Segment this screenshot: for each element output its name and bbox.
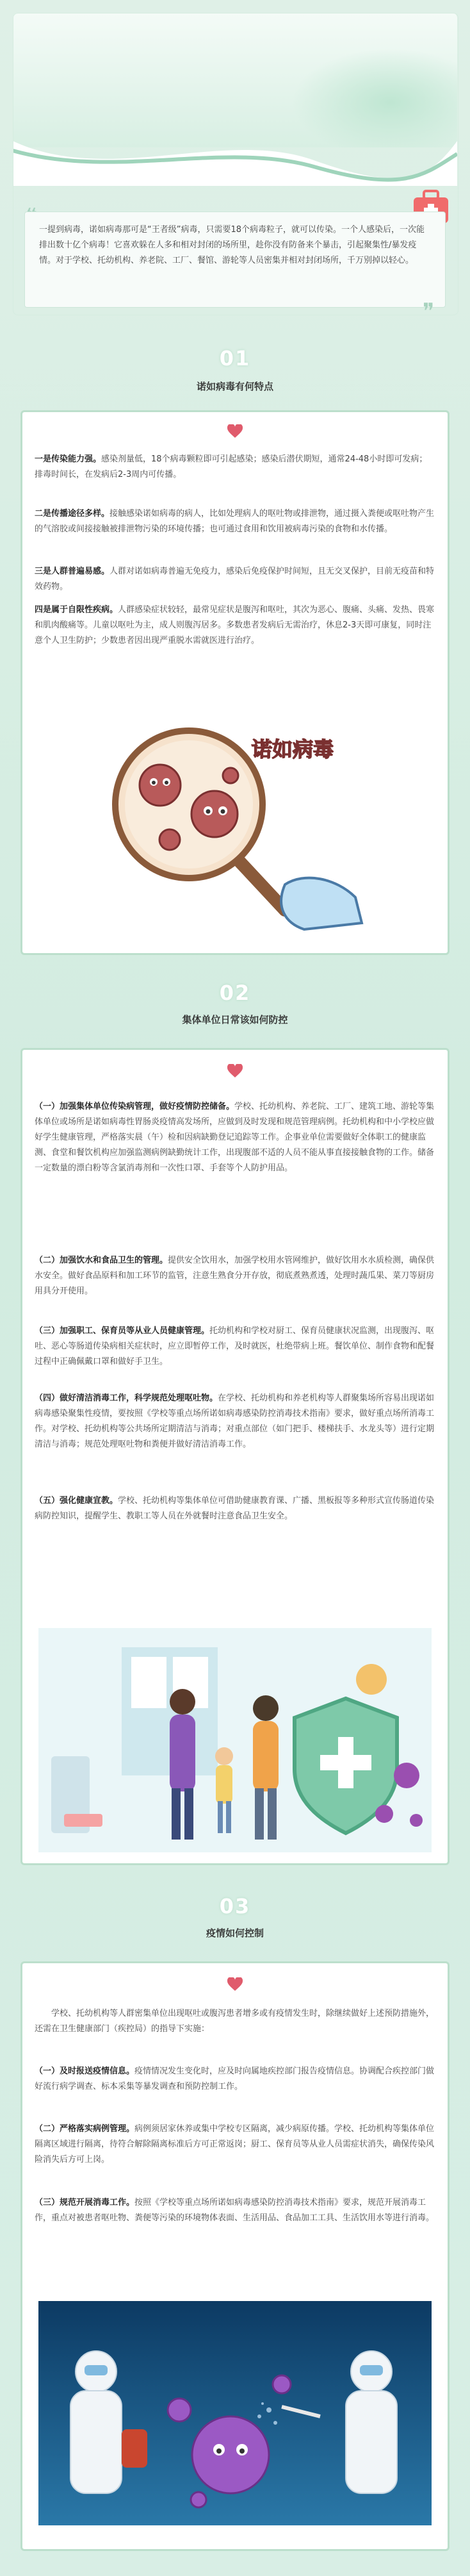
virus-magnifier-illustration: [93, 718, 375, 936]
paragraph-text: 人群对诺如病毒普遍无免疫力，感染后免疫保护时间短，且无交叉保护，目前无疫苗和特效药物。: [35, 567, 435, 592]
paragraph: [35, 1493, 435, 1524]
paragraph: [35, 506, 435, 537]
paragraph: [35, 1324, 435, 1370]
heart-icon: [227, 1977, 243, 1991]
section-number: 03: [219, 1894, 251, 1918]
paragraph-text: 按照《学校等重点场所诺如病毒感染防控消毒技术指南》要求，规范开展消毒工作，重点对被患者呕吐物、粪便等污染的环境物体表面、生活用品、食品加工工具、生活饮用水等进行消毒。: [35, 2198, 435, 2223]
paragraph: [35, 2064, 435, 2095]
intro-text: 一提到病毒，诺如病毒那可是“王者级”病毒，只需要18个病毒粒子，就可以传染。一个人感染后，一次能排出数十亿个病毒！它喜欢躲在人多和相对封闭的场所里，趁你没有防备来个暴击，引起聚集性/暴发疫情。对于学校、托幼机构、养老院、工厂、餐馆、游轮等人员密集并相对封闭场所，千万别掉以轻心。: [39, 225, 425, 265]
paragraph: [35, 602, 435, 649]
paragraph-text: 病例须居家休养或集中学校专区隔离，减少病原传播。学校、托幼机构等集体单位隔离区域进行隔离，待符合解除隔离标准后方可正常返岗；厨工、保育员等从业人员需症状消失，确保传染风险消失后方可上岗。: [35, 2124, 435, 2165]
section-lead: 学校、托幼机构等人群密集单位出现呕吐或腹泻患者增多或有疫情发生时，除继续做好上述预防措施外，还需在卫生健康部门（疾控局）的指导下实施：: [35, 2009, 435, 2034]
paragraph-heading: （二）严格落实病例管理。: [35, 2124, 135, 2134]
paragraph-text: 接触感染诺如病毒的病人，比如处理病人的呕吐物或排泄物，通过摄入粪便或呕吐物产生的气溶胶或间接接触被排泄物污染的环境传播；也可通过食用和饮用被病毒污染的食物和水传播。: [35, 509, 435, 534]
paragraph: [35, 2122, 435, 2168]
paragraph-heading: （三）规范开展消毒工作。: [35, 2198, 135, 2207]
section-title: 集体单位日常该如何防控: [182, 1014, 288, 1026]
paragraph: [35, 452, 435, 483]
paragraph-heading: 三是人群普遍易感。: [35, 567, 110, 576]
paragraph-text: 感染剂量低，18个病毒颗粒即可引起感染；感染后潜伏期短，通常24-48小时即可发病；排毒时间长，在发病后2-3周内可传播。: [35, 454, 428, 479]
heart-icon: [227, 424, 243, 438]
paragraph-text: 提供安全饮用水，加强学校用水管网维护，做好饮用水水质检测，确保供水安全。做好食品原料和加工环节的监管，注意生熟食分开存放，彻底煮熟煮透，处理时蔬瓜果、菜刀等厨房用具分开使用。: [35, 1256, 435, 1296]
paragraph: [35, 1253, 435, 1299]
paragraph-text: 人群感染症状较轻，最常见症状是腹泻和呕吐，其次为恶心、腹痛、头痛、发热、畏寒和肌肉酸痛等。儿童以呕吐为主，成人则腹泻居多。多数患者发病后无需治疗，休息2-3天即可康复，同时注意个人卫生防护；少数患者因出现严重脱水需就医进行治疗。: [35, 605, 435, 645]
paragraph-heading: （二）加强饮水和食品卫生的管理。: [35, 1256, 168, 1265]
paragraph-heading: （一）及时报送疫情信息。: [35, 2066, 135, 2076]
paragraph: [35, 2195, 435, 2226]
paragraph-text: 疫情情况发生变化时，应及时向属地疾控部门报告疫情信息。协调配合疾控部门做好流行病学调查、标本采集等暴发调查和预防控制工作。: [35, 2066, 435, 2091]
paragraph-text: 在学校、托幼机构和养老机构等人群聚集场所容易出现诺如病毒感染聚集性疫情，要按照《学校等重点场所诺如病毒感染防控消毒技术指南》要求，做好重点场所消毒工作。对学校、托幼机构等公共场所定期清洁与消毒；对重点部位（如门把手、楼梯扶手、水龙头等）进行定期清洁与消毒；规范处理呕吐物和粪便并做好清洁消毒工作。: [35, 1393, 435, 1449]
section-title: 疫情如何控制: [206, 1927, 264, 1939]
section-number: 01: [219, 346, 251, 370]
paragraph-text: 托幼机构和学校对厨工、保育员健康状况监测，出现腹泻、呕吐、恶心等肠道传染病相关症状时，应立即暂停工作，及时就医，杜绝带病上班。餐饮单位、制作食物和配餐过程中正确佩戴口罩和做好手卫生。: [35, 1326, 435, 1367]
family-shield-illustration: [38, 1628, 432, 1852]
heart-icon: [227, 1064, 243, 1078]
intro-box: [24, 212, 446, 308]
illustration-title: 诺如病毒: [252, 737, 334, 761]
paragraph: [35, 1099, 435, 1176]
paragraph-heading: 二是传播途径多样。: [35, 509, 110, 519]
paragraph-heading: （一）加强集体单位传染病管理，做好疫情防控储备。: [35, 1102, 235, 1111]
paragraph-heading: 四是属于自限性疾病。: [35, 605, 118, 615]
paragraph-text: 学校、托幼机构、养老院、工厂、建筑工地、游轮等集体单位或场所是诺如病毒性胃肠炎疫情高发场所，应做到及时发现和规范管理病例。托幼机构和中小学校应做好学生健康管理，严格落实晨（午）检和因病缺勤登记追踪等工作。企事业单位需要做好全体职工的健康监测、食堂和餐饮机构应加强监测病例缺勤统计工作，出现腹部不适的人员不能从事直接接触食物的工作。储备一定数量的漂白粉等含氯消毒剂和一次性口罩、手套等个人防护用品。: [35, 1102, 435, 1173]
disinfection-illustration: [38, 2301, 432, 2525]
section-number: 02: [219, 981, 251, 1005]
paragraph-heading: （四）做好清洁消毒工作，科学规范处理呕吐物。: [35, 1393, 218, 1403]
paragraph-heading: （五）强化健康宣教。: [35, 1496, 118, 1506]
paragraph: [35, 564, 435, 595]
paragraph: [35, 1391, 435, 1452]
paragraph-heading: （三）加强职工、保育员等从业人员健康管理。: [35, 1326, 210, 1336]
paragraph-text: 学校、托幼机构等集体单位可借助健康教育课、广播、黑板报等多种形式宣传肠道传染病防控知识，提醒学生、教职工等人员在外就餐时注意食品卫生安全。: [35, 1496, 435, 1521]
section-title: 诺如病毒有何特点: [196, 381, 273, 392]
close-quote-icon: ❞: [423, 299, 435, 324]
paragraph-heading: 一是传染能力强。: [35, 454, 102, 464]
